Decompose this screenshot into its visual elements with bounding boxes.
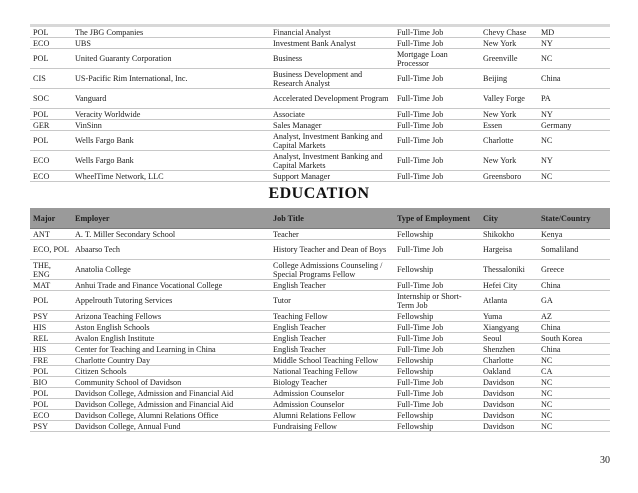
employer-cell: Davidson College, Admission and Financial Aid [72,399,270,410]
employer-cell: UBS [72,38,270,49]
city-cell: New York [480,151,538,171]
table-row [30,388,610,399]
job-title-cell: Investment Bank Analyst [270,38,394,49]
employer-cell: The JBG Companies [72,27,270,38]
header-major: Major [30,208,72,229]
state-country-cell: Somaliland [538,240,610,260]
job-title-cell: Biology Teacher [270,377,394,388]
table-row [30,421,610,432]
header-employer: Employer [72,208,270,229]
job-title-cell: Analyst, Investment Banking and Capital Markets [270,131,394,151]
city-cell: Davidson [480,421,538,432]
table-row [30,410,610,421]
header-state-country: State/Country [538,208,610,229]
employer-cell: Davidson College, Alumni Relations Office [72,410,270,421]
city-cell: Hargeisa [480,240,538,260]
employment-type-cell: Mortgage Loan Processor [394,49,480,69]
state-country-cell: NC [538,399,610,410]
city-cell: New York [480,38,538,49]
state-country-cell: AZ [538,311,610,322]
employer-cell: Davidson College, Annual Fund [72,421,270,432]
major-cell: POL [30,388,72,399]
city-cell: Greensboro [480,171,538,182]
job-title-cell: Accelerated Development Program [270,89,394,109]
employment-type-cell: Fellowship [394,311,480,322]
employment-type-cell: Full-Time Job [394,322,480,333]
state-country-cell: NY [538,151,610,171]
employer-cell: Vanguard [72,89,270,109]
job-title-cell: Tutor [270,291,394,311]
employer-cell: Avalon English Institute [72,333,270,344]
city-cell: Oakland [480,366,538,377]
table-row [30,311,610,322]
section-title: EDUCATION [268,185,370,202]
major-cell: POL [30,27,72,38]
employment-type-cell: Full-Time Job [394,151,480,171]
job-title-cell: English Teacher [270,322,394,333]
employer-cell: Anatolia College [72,260,270,280]
education-table-body [30,229,610,432]
employer-cell: Veracity Worldwide [72,109,270,120]
city-cell: Xiangyang [480,322,538,333]
major-cell: GER [30,120,72,131]
job-title-cell: College Admissions Counseling / Special Programs Fellow [270,260,394,280]
major-cell: REL [30,333,72,344]
header-job-title: Job Title [270,208,394,229]
table-row [30,151,610,171]
state-country-cell: CA [538,366,610,377]
job-title-cell: English Teacher [270,280,394,291]
job-title-cell: Admission Counselor [270,399,394,410]
city-cell: Charlotte [480,131,538,151]
major-cell: MAT [30,280,72,291]
employer-cell: A. T. Miller Secondary School [72,229,270,240]
table-row [30,109,610,120]
table-row [30,355,610,366]
major-cell: POL [30,399,72,410]
state-country-cell: NC [538,171,610,182]
table-row [30,366,610,377]
state-country-cell: NC [538,49,610,69]
city-cell: Davidson [480,377,538,388]
table-row [30,260,610,280]
state-country-cell: China [538,344,610,355]
employment-type-cell: Full-Time Job [394,120,480,131]
city-cell: Davidson [480,399,538,410]
employer-cell: US-Pacific Rim International, Inc. [72,69,270,89]
job-title-cell: Teacher [270,229,394,240]
employer-cell: Center for Teaching and Learning in China [72,344,270,355]
major-cell: PSY [30,311,72,322]
state-country-cell: PA [538,89,610,109]
job-title-cell: Business Development and Research Analyst [270,69,394,89]
employer-cell: United Guaranty Corporation [72,49,270,69]
state-country-cell: NC [538,421,610,432]
table-row [30,240,610,260]
employment-type-cell: Full-Time Job [394,38,480,49]
job-title-cell: English Teacher [270,344,394,355]
major-cell: ECO [30,171,72,182]
employer-cell: Wells Fargo Bank [72,151,270,171]
state-country-cell: MD [538,27,610,38]
state-country-cell: NY [538,38,610,49]
table-row [30,131,610,151]
employment-table-continued [30,27,610,182]
employment-type-cell: Full-Time Job [394,240,480,260]
job-title-cell: Middle School Teaching Fellow [270,355,394,366]
employment-type-cell: Full-Time Job [394,171,480,182]
city-cell: Shenzhen [480,344,538,355]
employer-cell: Aston English Schools [72,322,270,333]
city-cell: Thessaloniki [480,260,538,280]
job-title-cell: History Teacher and Dean of Boys [270,240,394,260]
job-title-cell: Admission Counselor [270,388,394,399]
employer-cell: Appelrouth Tutoring Services [72,291,270,311]
major-cell: POL [30,49,72,69]
employer-cell: Citizen Schools [72,366,270,377]
table-row [30,229,610,240]
table-row [30,333,610,344]
employment-type-cell: Full-Time Job [394,388,480,399]
page-number: 30 [600,455,610,466]
employer-cell: WheelTime Network, LLC [72,171,270,182]
state-country-cell: South Korea [538,333,610,344]
employment-type-cell: Full-Time Job [394,344,480,355]
state-country-cell: NY [538,109,610,120]
header-city: City [480,208,538,229]
state-country-cell: NC [538,388,610,399]
employment-type-cell: Fellowship [394,229,480,240]
major-cell: POL [30,131,72,151]
employment-type-cell: Fellowship [394,355,480,366]
state-country-cell: Germany [538,120,610,131]
major-cell: ECO [30,38,72,49]
table-row [30,344,610,355]
job-title-cell: Financial Analyst [270,27,394,38]
job-title-cell: Associate [270,109,394,120]
major-cell: HIS [30,322,72,333]
employment-type-cell: Full-Time Job [394,69,480,89]
employment-type-cell: Fellowship [394,366,480,377]
city-cell: Yuma [480,311,538,322]
employment-type-cell: Full-Time Job [394,333,480,344]
city-cell: Atlanta [480,291,538,311]
major-cell: SOC [30,89,72,109]
employment-type-cell: Fellowship [394,260,480,280]
major-cell: POL [30,109,72,120]
table-row [30,49,610,69]
city-cell: Chevy Chase [480,27,538,38]
employment-type-cell: Internship or Short-Term Job [394,291,480,311]
employment-table-body [30,27,610,182]
table-row [30,89,610,109]
city-cell: Seoul [480,333,538,344]
employment-type-cell: Full-Time Job [394,89,480,109]
employer-cell: Anhui Trade and Finance Vocational College [72,280,270,291]
table-row [30,171,610,182]
job-title-cell: Support Manager [270,171,394,182]
job-title-cell: English Teacher [270,333,394,344]
city-cell: Valley Forge [480,89,538,109]
table-row [30,399,610,410]
employment-type-cell: Full-Time Job [394,280,480,291]
table-row [30,291,610,311]
major-cell: THE, ENG [30,260,72,280]
employment-type-cell: Full-Time Job [394,27,480,38]
job-title-cell: Alumni Relations Fellow [270,410,394,421]
employer-cell: Arizona Teaching Fellows [72,311,270,322]
employer-cell: Community School of Davidson [72,377,270,388]
job-title-cell: Teaching Fellow [270,311,394,322]
job-title-cell: National Teaching Fellow [270,366,394,377]
education-table [30,208,610,432]
employer-cell: Wells Fargo Bank [72,131,270,151]
major-cell: HIS [30,344,72,355]
major-cell: POL [30,366,72,377]
employment-type-cell: Full-Time Job [394,399,480,410]
city-cell: Hefei City [480,280,538,291]
table-row [30,38,610,49]
city-cell: Shikokho [480,229,538,240]
state-country-cell: GA [538,291,610,311]
major-cell: POL [30,291,72,311]
job-title-cell: Sales Manager [270,120,394,131]
city-cell: Essen [480,120,538,131]
employer-cell: VinSinn [72,120,270,131]
city-cell: Charlotte [480,355,538,366]
employment-type-cell: Fellowship [394,421,480,432]
table-row [30,120,610,131]
education-header-row [30,208,610,229]
major-cell: FRE [30,355,72,366]
table-row [30,280,610,291]
major-cell: ANT [30,229,72,240]
table-row [30,69,610,89]
table-row [30,322,610,333]
state-country-cell: NC [538,355,610,366]
employment-type-cell: Full-Time Job [394,131,480,151]
city-cell: Davidson [480,410,538,421]
employment-type-cell: Full-Time Job [394,109,480,120]
city-cell: New York [480,109,538,120]
city-cell: Greenville [480,49,538,69]
employer-cell: Abaarso Tech [72,240,270,260]
state-country-cell: China [538,69,610,89]
state-country-cell: NC [538,410,610,421]
header-type-of-employment: Type of Employment [394,208,480,229]
major-cell: BIO [30,377,72,388]
state-country-cell: Kenya [538,229,610,240]
employment-type-cell: Fellowship [394,410,480,421]
state-country-cell: China [538,322,610,333]
state-country-cell: China [538,280,610,291]
employer-cell: Davidson College, Admission and Financial Aid [72,388,270,399]
job-title-cell: Business [270,49,394,69]
major-cell: PSY [30,421,72,432]
city-cell: Beijing [480,69,538,89]
state-country-cell: NC [538,131,610,151]
major-cell: ECO, POL [30,240,72,260]
employer-cell: Charlotte Country Day [72,355,270,366]
table-row [30,377,610,388]
city-cell: Davidson [480,388,538,399]
state-country-cell: Greece [538,260,610,280]
table-row [30,27,610,38]
job-title-cell: Analyst, Investment Banking and Capital Markets [270,151,394,171]
major-cell: ECO [30,151,72,171]
major-cell: CIS [30,69,72,89]
major-cell: ECO [30,410,72,421]
job-title-cell: Fundraising Fellow [270,421,394,432]
employment-type-cell: Full-Time Job [394,377,480,388]
state-country-cell: NC [538,377,610,388]
